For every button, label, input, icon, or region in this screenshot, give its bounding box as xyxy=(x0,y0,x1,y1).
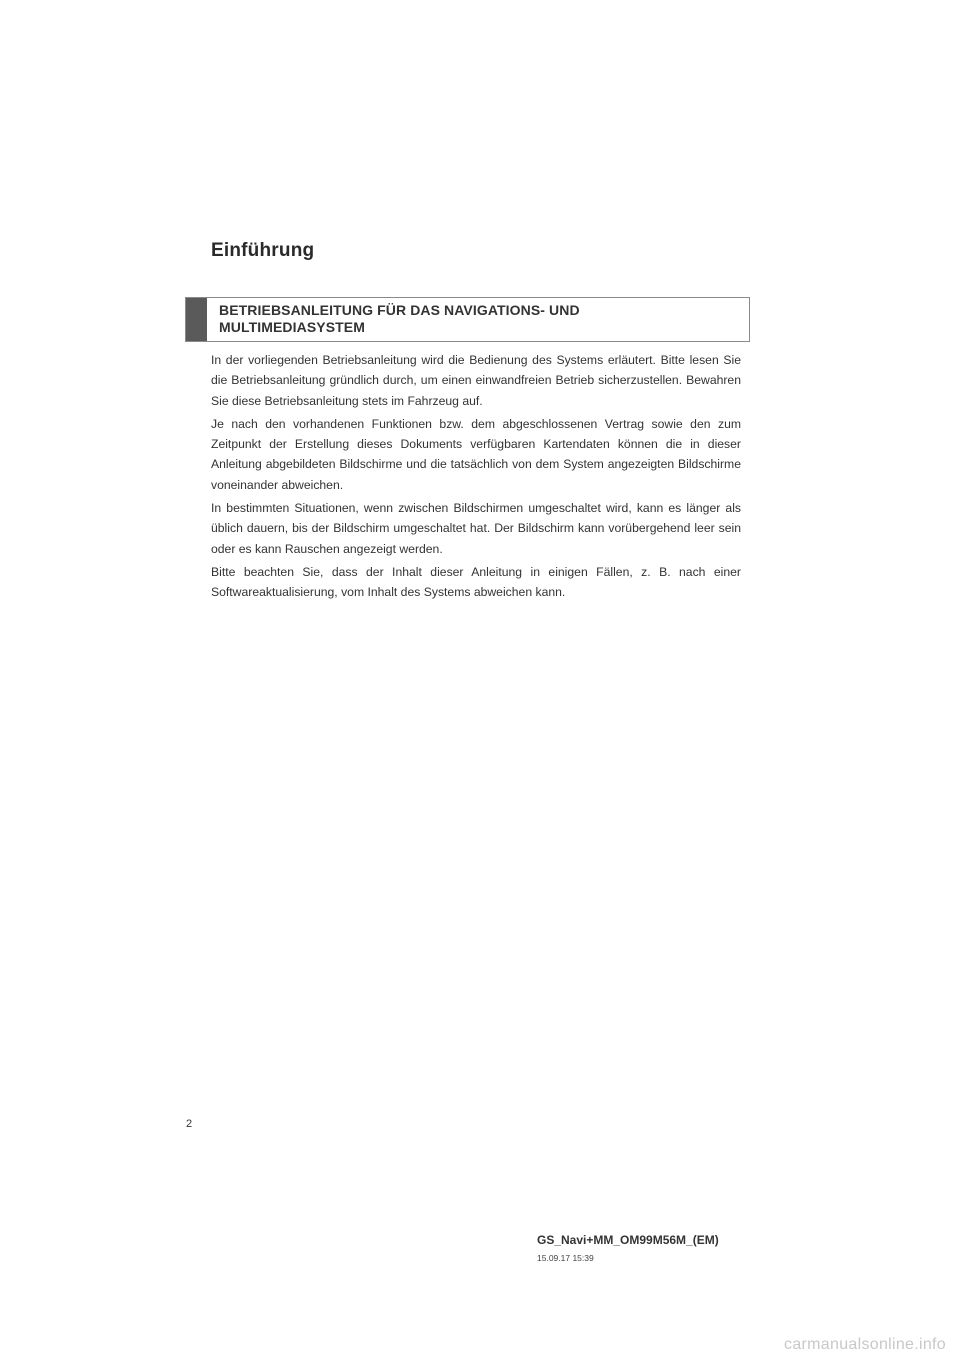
section-header-box xyxy=(185,297,750,342)
section-header-bar xyxy=(186,298,207,341)
document-timestamp: 15.09.17 15:39 xyxy=(537,1253,594,1263)
page-number: 2 xyxy=(186,1118,193,1130)
section-heading xyxy=(207,298,580,341)
document-id: GS_Navi+MM_OM99M56M_(EM) xyxy=(537,1233,719,1247)
watermark-text: carmanualsonline.info xyxy=(784,1336,946,1353)
paragraph: Bitte beachten Sie, dass der Inhalt dieser Anleitung in einigen Fällen, z. B. nach einer Softwareaktualisierung, vom Inhalt des Systems abweichen kann. xyxy=(211,564,741,600)
section-heading-line-2: MULTIMEDIASYSTEM xyxy=(219,319,366,335)
paragraph: In bestimmten Situationen, wenn zwischen Bildschirmen umgeschaltet wird, kann es länger als üblich dauern, bis der Bildschirm umgeschaltet hat. Der Bildschirm kann vorübergehend leer sein oder es kann Rauschen angezeigt werden. xyxy=(211,501,741,556)
section-heading-line-1: BETRIEBSANLEITUNG FÜR DAS NAVIGATIONS- UND xyxy=(219,302,580,318)
body-text xyxy=(211,350,741,606)
paragraph: In der vorliegenden Betriebsanleitung wird die Bedienung des Systems erläutert. Bitte lesen Sie die Betriebsanleitung gründlich durch, um einen einwandfreien Betrieb sicherzustellen. Bewahren Sie diese Betriebsanleitung stets im Fahrzeug auf. xyxy=(211,353,741,408)
page-title: Einführung xyxy=(211,240,315,261)
paragraph: Je nach den vorhandenen Funktionen bzw. dem abgeschlossenen Vertrag sowie den zum Zeitpunkt der Erstellung dieses Dokuments verfügbaren Kartendaten können die in dieser Anleitung abgebildeten Bildschirme und die tatsächlich von dem System angezeigten Bildschirme voneinander abweichen. xyxy=(211,416,741,492)
